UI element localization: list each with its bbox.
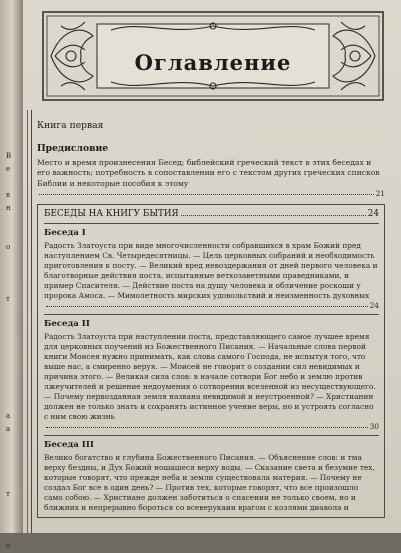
edge-letter <box>6 228 16 241</box>
talk-page-number: 24 <box>369 301 379 311</box>
talk-page-line <box>44 301 379 310</box>
talk-page-line <box>44 422 379 431</box>
edge-letter <box>6 345 16 358</box>
talk-page-number: 30 <box>369 422 379 432</box>
talk-entry <box>44 319 379 431</box>
edge-letter: В <box>6 152 12 160</box>
edge-letter: н <box>6 204 11 212</box>
edge-letter: а <box>6 425 11 433</box>
edge-letter: т <box>6 295 10 303</box>
preface-text: Место и время произнесения Бесед; библейский греческий текст в этих беседах и его важность; потребность в сопоставлении его с текстом других греческих списков Библии и некоторые пособия к этому <box>37 158 380 188</box>
section-page-number: 24 <box>367 209 379 220</box>
edge-letter <box>6 215 16 228</box>
talk-title: Беседа III <box>44 440 94 451</box>
divider <box>44 223 379 224</box>
page-border-inner <box>31 110 32 533</box>
leader-dots <box>46 306 368 307</box>
edge-letter: в <box>6 191 10 199</box>
contents-section <box>37 204 385 518</box>
talk-title: Беседа I <box>44 228 86 239</box>
edge-letter <box>6 319 16 332</box>
talk-text: Радость Златоуста при виде многочисленности собравшихся в храм Божий пред наступлением Св. Четыредесятницы. — Цель церковных собраний и необходимость приготовления к посту. — Великий вред невоздержания от дней первого человека и благотворные действия поста, испытанные ветхозаветными праведниками, и пример Спасителя. — Действие поста на душу человека и обличение роскоши у пророка Амоса. — Мимолетность мирских удовольствий и неизменность духовных <box>44 241 378 301</box>
section-heading-line <box>44 209 379 219</box>
edge-letter <box>6 254 16 267</box>
edge-letter <box>6 306 16 319</box>
edge-letter <box>6 267 16 280</box>
edge-letter <box>6 280 16 293</box>
edge-letter <box>6 462 16 475</box>
edge-letter: а <box>6 412 11 420</box>
page-border-outer <box>27 110 28 533</box>
edge-letter: т <box>6 490 10 498</box>
book-label: Книга первая <box>37 120 104 131</box>
edge-letter: е <box>6 165 11 173</box>
edge-letter: о <box>6 243 11 251</box>
preface-heading: Предисловие <box>37 143 109 154</box>
talk-title: Беседа II <box>44 319 90 330</box>
divider <box>44 435 379 436</box>
leader-dots <box>39 194 374 195</box>
adjacent-page-letters <box>6 150 16 553</box>
edge-letter <box>6 397 16 410</box>
adjacent-page-edge <box>0 0 22 550</box>
talk-text: Велико богатство и глубина Божественного Писания. — Объяснение слов: и тма верху бездны, и Дух Божий ношашеся верху воды. — Сказание света и безумие тех, которые говорят, что прежде неба и земли существовала материя. — Почему не создал Бог все в один день? — Против тех, которые говорят, что все произошло само собою. — Христиане должен заботиться о спасении не только своем, но и ближних и непрерывно бороться со всеверукаии врагом с козлями диавола и <box>44 453 375 513</box>
preface-page-number: 21 <box>375 189 385 199</box>
edge-letter: о <box>6 542 11 550</box>
preface-page-line <box>37 189 385 198</box>
edge-letter <box>6 371 16 384</box>
talk-entry <box>44 228 379 310</box>
talk-entry <box>44 440 379 513</box>
page-title: Оглавление <box>134 50 292 75</box>
leader-dots <box>181 215 366 216</box>
edge-letter <box>6 475 16 488</box>
divider <box>44 314 379 315</box>
book-page <box>22 0 401 533</box>
ornamental-header <box>41 10 385 102</box>
edge-letter <box>6 514 16 527</box>
talk-text: Радость Златоуста при наступлении поста, представляющего самое лучшее время для церковных поучений из Божественного Писания. — Начальные слова первой книги Моисея нужно принимать, как слова самого Господа, не испытуя того, что выше нас, а смиренно веруя. — Моисей не говорит о создании сил невидимых и причина этого. — Великая сила слов: в начале сотвори Бог небо и землю против лжеучителей и решение недоумения о сотворении вселенной из несуществующего. — Почему первозданная земля названа невидимой и неустроенной? — Христианин должен не только знать и сохранять истинное учение веры, но и устроять согласно с ним свою жизнь <box>44 332 376 422</box>
edge-letter <box>6 332 16 345</box>
edge-letter <box>6 384 16 397</box>
table-of-contents <box>37 118 385 518</box>
leader-dots <box>46 427 368 428</box>
edge-letter <box>6 501 16 514</box>
edge-letter <box>6 358 16 371</box>
edge-letter <box>6 176 16 189</box>
preface-entry <box>37 158 385 189</box>
edge-letter <box>6 449 16 462</box>
edge-letter <box>6 436 16 449</box>
section-title: БЕСЕДЫ НА КНИГУ БЫТИЯ <box>44 209 179 220</box>
edge-letter <box>6 527 16 540</box>
